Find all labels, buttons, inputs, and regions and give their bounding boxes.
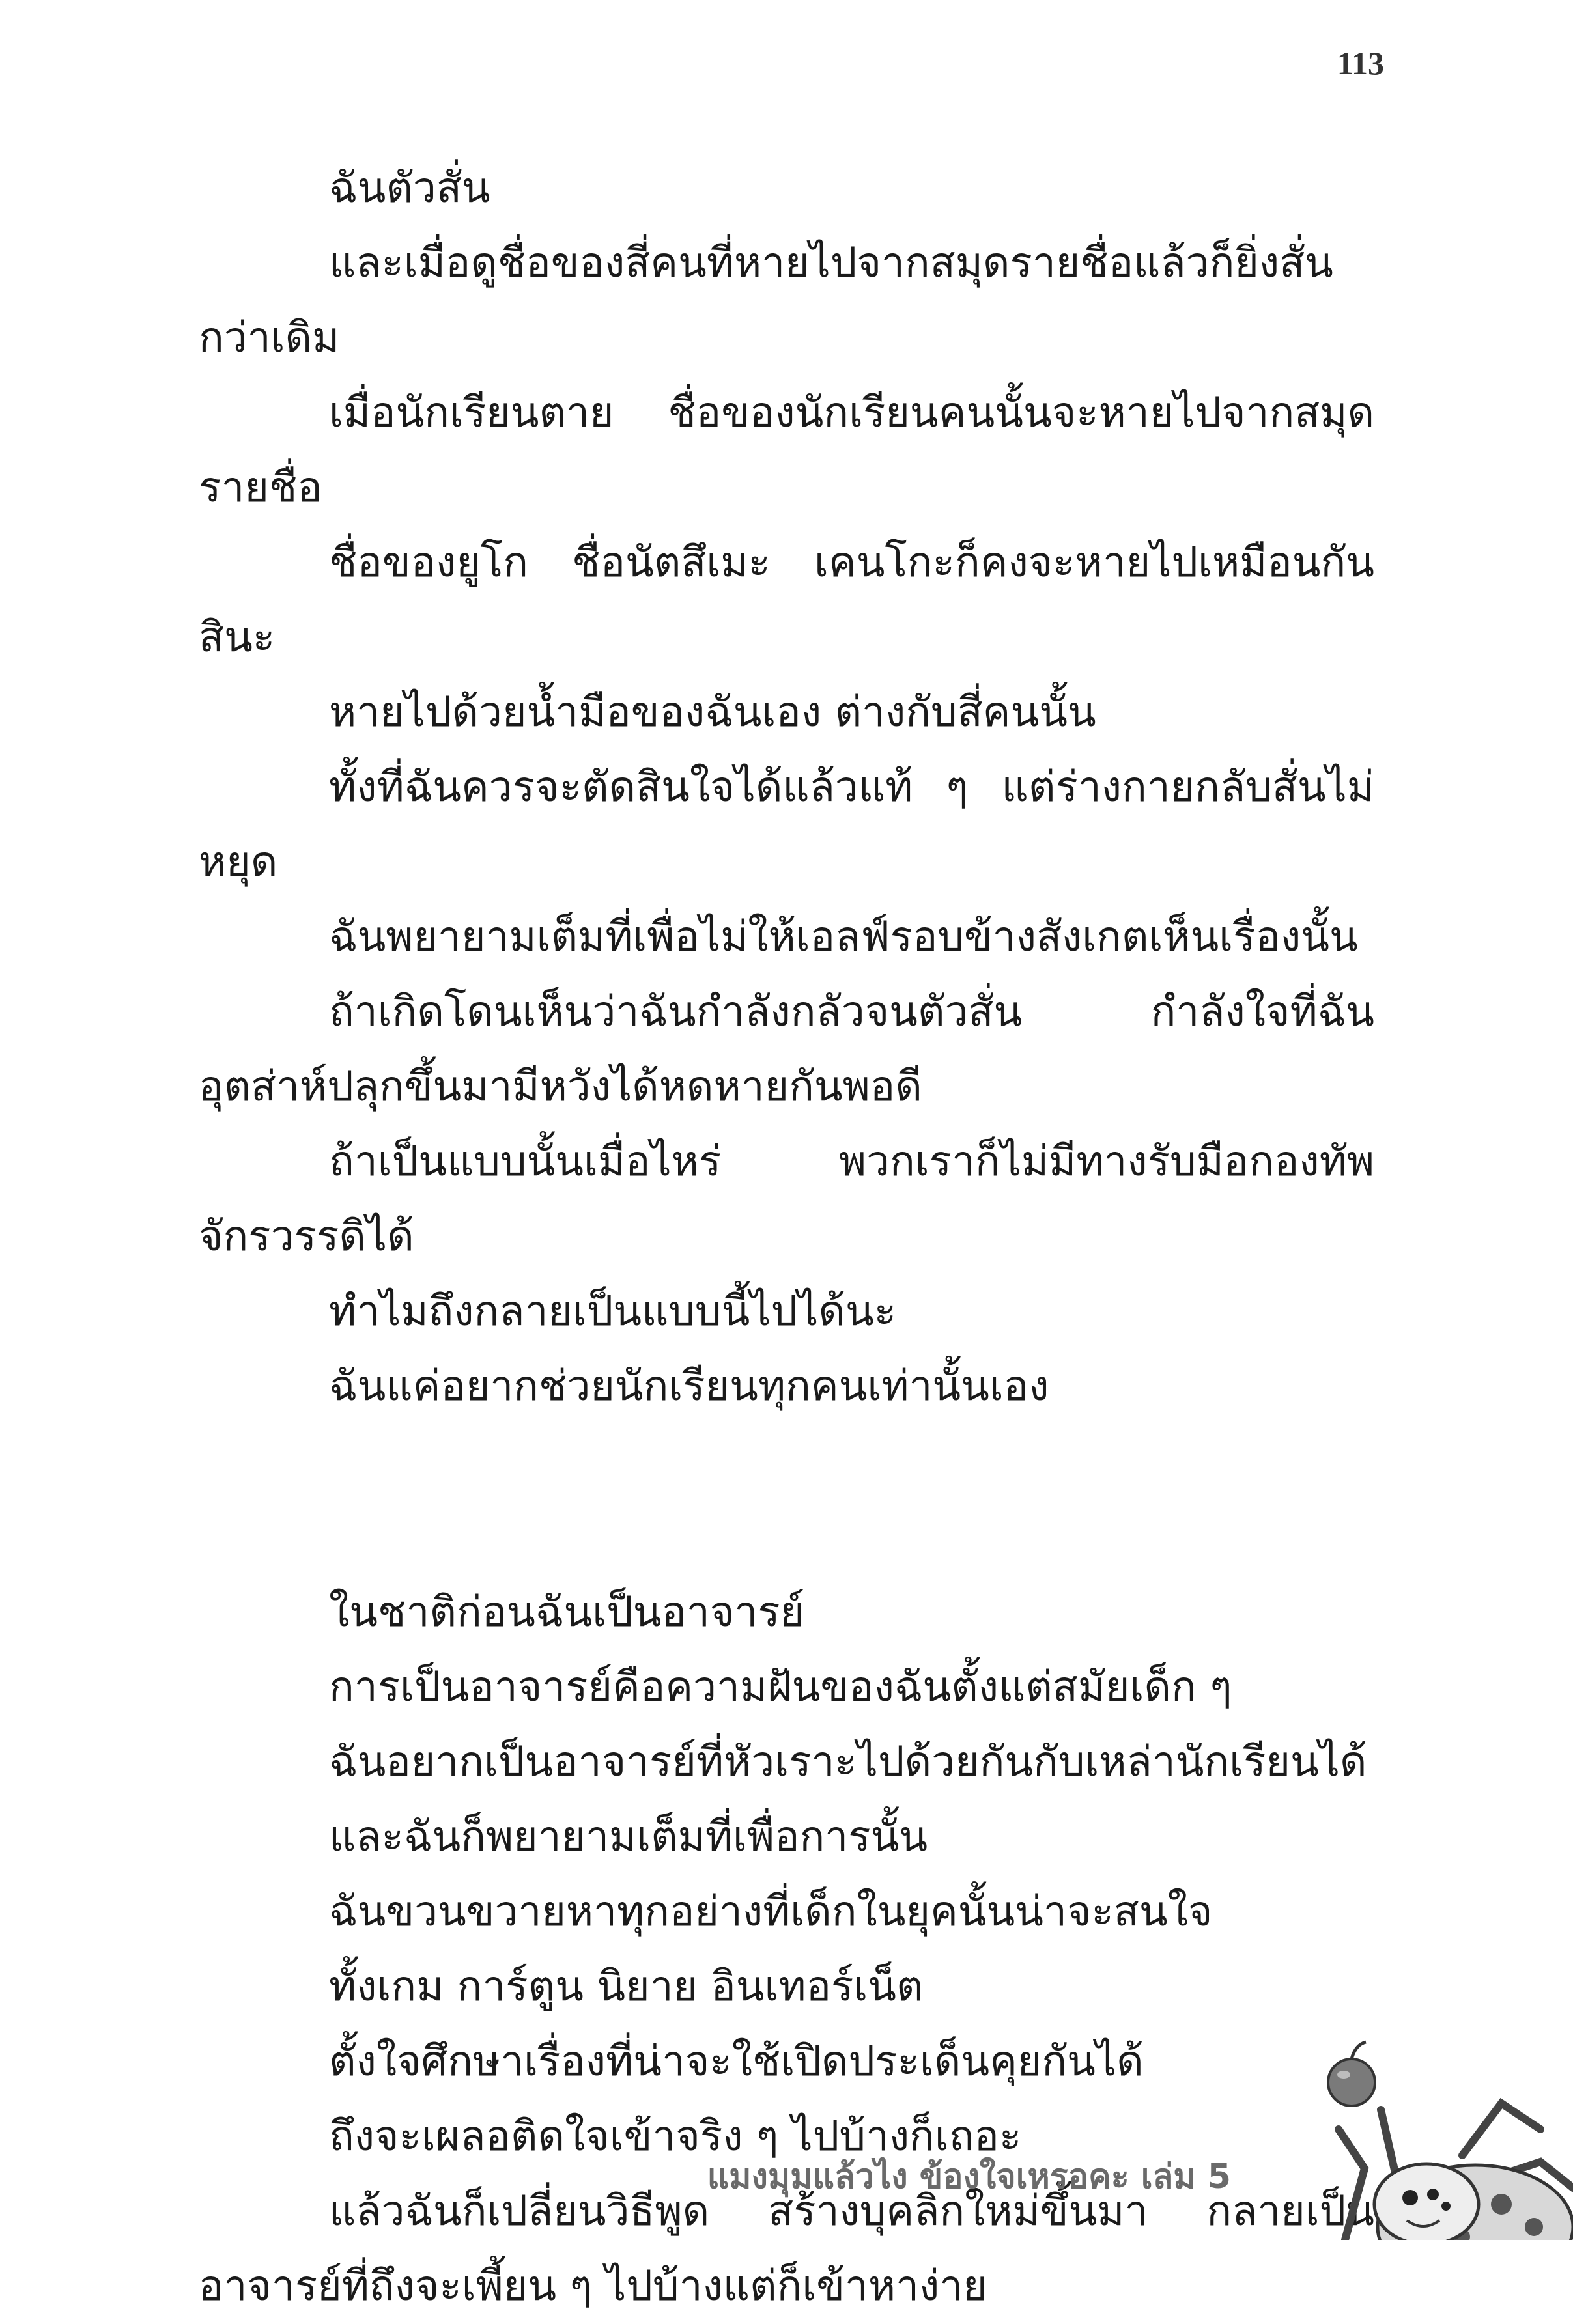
paragraph: ทั้งที่ฉันควรจะตัดสินใจได้แล้วแท้ ๆ แต่ร่างกายกลับสั่นไม่หยุด (199, 763, 1374, 886)
paragraph: ฉันขวนขวายหาทุกอย่างที่เด็กในยุคนั้นน่าจะสนใจ (329, 1888, 1213, 1936)
paragraph: หายไปด้วยน้ำมือของฉันเอง ต่างกับสี่คนนั้น (329, 688, 1096, 736)
paragraph: ฉันอยากเป็นอาจารย์ที่หัวเราะไปด้วยกันกับเหล่านักเรียนได้ (329, 1738, 1367, 1786)
paragraph: ตั้งใจศึกษาเรื่องที่น่าจะใช้เปิดประเด็นคุยกันได้ (329, 2037, 1144, 2086)
running-footer-book-title: แมงมุมแล้วไง ข้องใจเหรอคะ เล่ม 5 (707, 2157, 1231, 2196)
paragraph: ฉันแค่อยากช่วยนักเรียนทุกคนเท่านั้นเอง (329, 1362, 1049, 1410)
paragraph: ชื่อของยูโก ชื่อนัตสึเมะ เคนโกะก็คงจะหายไปเหมือนกันสินะ (199, 539, 1374, 662)
paragraph: ถ้าเป็นแบบนั้นเมื่อไหร่ พวกเราก็ไม่มีทางรับมือกองทัพจักรวรรดิได้ (199, 1138, 1374, 1261)
paragraph: ฉันตัวสั่น (329, 164, 490, 212)
paragraph: แล้วฉันก็เปลี่ยนวิธีพูด สร้างบุคลิกใหม่ขึ้นมา กลายเป็นอาจารย์ที่ถึงจะเพี้ยน ๆ ไปบ้างแต่ก็เข้าหาง่าย (199, 2187, 1374, 2310)
spider-mascot-icon (1267, 2032, 1573, 2240)
paragraph: ในชาติก่อนฉันเป็นอาจารย์ (329, 1588, 805, 1636)
paragraph: การเป็นอาจารย์คือความฝันของฉันตั้งแต่สมัยเด็ก ๆ (329, 1663, 1232, 1711)
paragraph: เมื่อนักเรียนตาย ชื่อของนักเรียนคนนั้นจะหายไปจากสมุดรายชื่อ (199, 389, 1374, 512)
body-text (199, 151, 1374, 2324)
paragraph: ถึงจะเผลอติดใจเข้าจริง ๆ ไปบ้างก็เถอะ (329, 2112, 1022, 2161)
paragraph: ทำไมถึงกลายเป็นแบบนี้ไปได้นะ (329, 1287, 897, 1336)
paragraph: ถ้าเกิดโดนเห็นว่าฉันกำลังกลัวจนตัวสั่น กำลังใจที่ฉันอุตส่าห์ปลุกขึ้นมามีหวังได้หดหายกันพอดี (199, 988, 1374, 1111)
section-break (199, 1424, 1374, 1575)
page-number: 113 (1337, 45, 1384, 81)
paragraph: และฉันก็พยายามเต็มที่เพื่อการนั้น (329, 1813, 928, 1861)
paragraph: ทั้งเกม การ์ตูน นิยาย อินเทอร์เน็ต (329, 1963, 924, 2011)
paragraph: และเมื่อดูชื่อของสี่คนที่หายไปจากสมุดรายชื่อแล้วก็ยิ่งสั่นกว่าเดิม (199, 239, 1333, 362)
paragraph: ฉันพยายามเต็มที่เพื่อไม่ให้เอลฟ์รอบข้างสังเกตเห็นเรื่องนั้น (329, 913, 1358, 961)
